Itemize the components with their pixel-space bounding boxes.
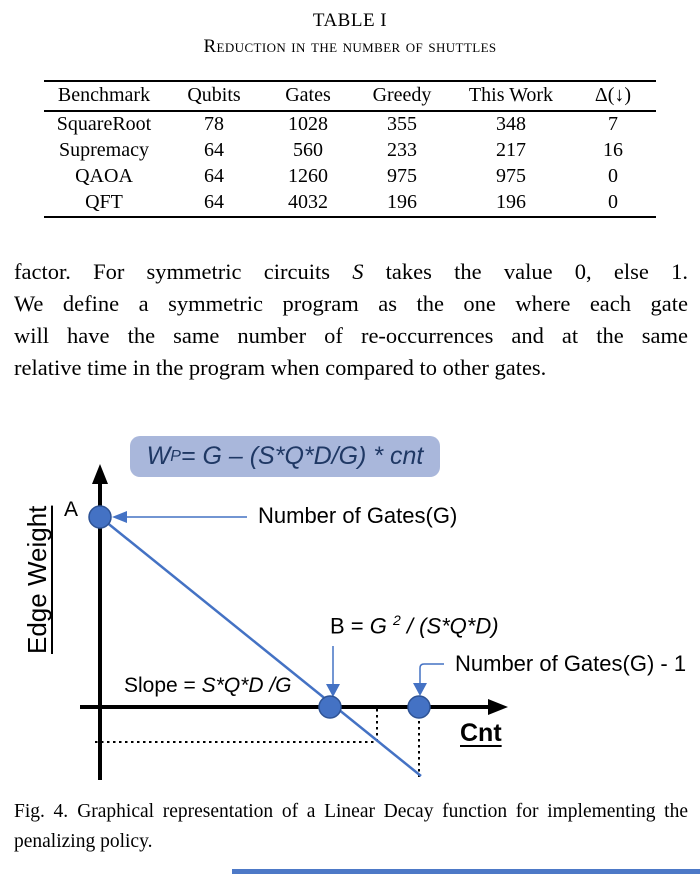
x-axis-arrowhead-icon — [488, 699, 508, 715]
paragraph-line: We define a symmetric program as the one where each gate — [14, 291, 688, 316]
table-cell: 64 — [204, 191, 224, 213]
elbow-arrow-head-icon — [413, 683, 427, 696]
table-cell: 0 — [608, 191, 618, 213]
table-header-row — [44, 81, 656, 111]
table-cell: 7 — [608, 113, 618, 135]
table-cell: 4032 — [288, 191, 328, 213]
point-b-dot — [319, 696, 341, 718]
table-cell: 78 — [204, 113, 224, 135]
table-cell: QAOA — [75, 165, 133, 187]
table-cell: 196 — [387, 191, 417, 213]
arrow-to-point-a-head-icon — [112, 511, 127, 523]
table-cell: 1028 — [288, 113, 328, 135]
table-subtitle: Reduction in the number of shuttles — [203, 36, 497, 57]
table-cell: 64 — [204, 165, 224, 187]
x-axis-title: Cnt — [460, 719, 502, 747]
figure-caption-text: Graphical representation of a Linear Decay function for implementing the penalizing policy. — [14, 801, 688, 852]
y-axis-arrowhead-icon — [92, 464, 108, 484]
column-header: Qubits — [187, 84, 241, 106]
table-cell: 975 — [387, 165, 417, 187]
table-row — [44, 111, 656, 138]
table-cell: 196 — [496, 191, 526, 213]
column-header: Gates — [285, 84, 331, 106]
decay-plot-canvas — [0, 430, 700, 790]
table-row — [44, 164, 656, 190]
table-cell: QFT — [85, 191, 123, 213]
table-cell: 348 — [496, 113, 526, 135]
benchmark-table — [44, 80, 656, 218]
table-cell: SquareRoot — [56, 113, 152, 135]
column-header: This Work — [468, 84, 554, 106]
table-cell: 217 — [496, 139, 526, 161]
point-b-formula-label: B = G $^2$ / (S*Q*D) — [330, 612, 499, 639]
table-cell: 16 — [603, 139, 623, 161]
table-cell: 233 — [387, 139, 417, 161]
table-cell: Supremacy — [59, 139, 149, 161]
point-gminus1-dot — [408, 696, 430, 718]
y-axis-title: Edge Weight — [22, 505, 52, 654]
table-title: TABLE I — [312, 10, 388, 31]
table-row — [44, 138, 656, 164]
column-header: Benchmark — [57, 84, 151, 106]
bottom-blue-strip — [232, 869, 700, 874]
column-header: Greedy — [372, 84, 432, 106]
table-cell: 64 — [204, 139, 224, 161]
point-a-dot — [89, 506, 111, 528]
body-paragraph — [14, 256, 688, 384]
arrow-to-point-b-head-icon — [326, 684, 340, 697]
linear-decay-line — [100, 517, 421, 776]
table-cell: 0 — [608, 165, 618, 187]
paragraph-line: will have the same number of re-occurrences and at the same — [14, 323, 688, 348]
table-cell: 975 — [496, 165, 526, 187]
gates-minus-one-label: Number of Gates(G) - 1 — [455, 651, 687, 676]
table-cell: 560 — [293, 139, 323, 161]
table-row — [44, 190, 656, 217]
point-a-label: A — [64, 498, 79, 521]
number-of-gates-label: Number of Gates(G) — [258, 503, 458, 528]
weight-formula-box: W P = G – (S*Q*D/G) * cnt — [130, 436, 440, 477]
table-cell: 355 — [387, 113, 417, 135]
paragraph-line: relative time in the program when compared to other gates. — [14, 355, 547, 380]
slope-label: Slope = S*Q*D /G — [124, 674, 292, 697]
paragraph-line: factor. For symmetric circuits S takes the value 0, else 1. — [14, 259, 688, 284]
table-cell: 1260 — [288, 165, 328, 187]
figure-caption-number: Fig. 4. — [14, 801, 69, 822]
figure-linear-decay — [0, 430, 700, 790]
column-header: Δ(↓) — [594, 84, 632, 106]
figure-caption — [14, 797, 688, 857]
